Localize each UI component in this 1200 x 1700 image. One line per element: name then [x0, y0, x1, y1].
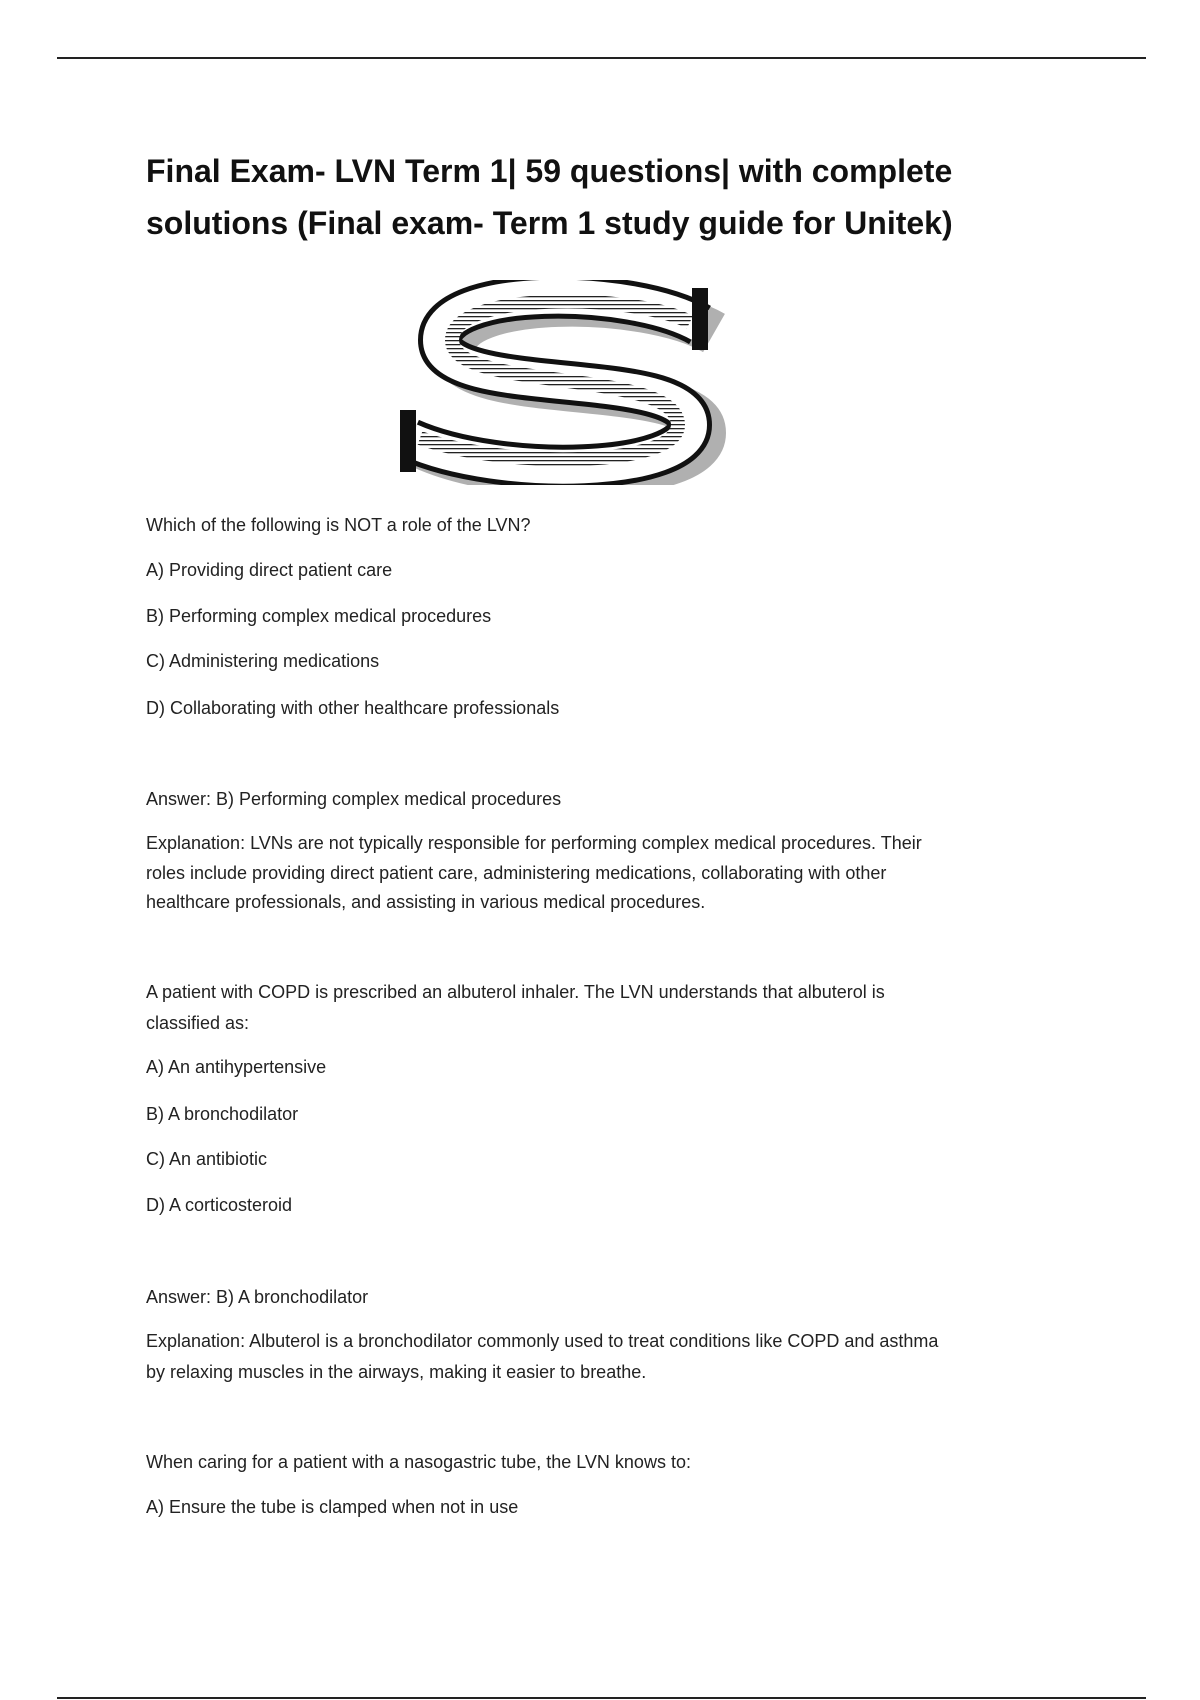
q1-explanation-line: roles include providing direct patient care, administering medications, collaborating with other — [146, 863, 887, 883]
q2-question-line: classified as: — [146, 1013, 250, 1033]
q2-question-line: A patient with COPD is prescribed an albuterol inhaler. The LVN understands that albuterol is — [146, 982, 885, 1002]
top-rule — [57, 57, 1146, 59]
s-logo-letter — [400, 288, 708, 472]
q1-question: Which of the following is NOT a role of the LVN? — [146, 515, 531, 535]
q2-option-a: A) An antihypertensive — [146, 1057, 327, 1077]
q2-option-d: D) A corticosteroid — [146, 1195, 293, 1215]
q2-explanation-line: Explanation: Albuterol is a bronchodilator commonly used to treat conditions like COPD and asthma — [146, 1331, 939, 1351]
q1-answer: Answer: B) Performing complex medical procedures — [146, 789, 562, 809]
document-title-line-1: Final Exam- LVN Term 1| 59 questions| with complete — [146, 153, 953, 189]
q3-option-a: A) Ensure the tube is clamped when not in use — [146, 1497, 519, 1517]
q1-explanation-line: Explanation: LVNs are not typically responsible for performing complex medical procedures. Their — [146, 833, 922, 853]
q1-option-b: B) Performing complex medical procedures — [146, 606, 492, 626]
s-logo-image — [300, 280, 820, 485]
q3-question: When caring for a patient with a nasogastric tube, the LVN knows to: — [146, 1452, 691, 1472]
q1-option-c: C) Administering medications — [146, 651, 380, 671]
document-title-line-2: solutions (Final exam- Term 1 study guide for Unitek) — [146, 205, 953, 241]
q1-option-a: A) Providing direct patient care — [146, 560, 393, 580]
q2-answer: Answer: B) A bronchodilator — [146, 1287, 369, 1307]
bottom-rule — [57, 1697, 1146, 1699]
q2-option-c: C) An antibiotic — [146, 1149, 268, 1169]
q1-explanation-line: healthcare professionals, and assisting in various medical procedures. — [146, 892, 706, 912]
q1-option-d: D) Collaborating with other healthcare professionals — [146, 698, 560, 718]
q2-explanation-line: by relaxing muscles in the airways, making it easier to breathe. — [146, 1362, 647, 1382]
q2-option-b: B) A bronchodilator — [146, 1104, 299, 1124]
